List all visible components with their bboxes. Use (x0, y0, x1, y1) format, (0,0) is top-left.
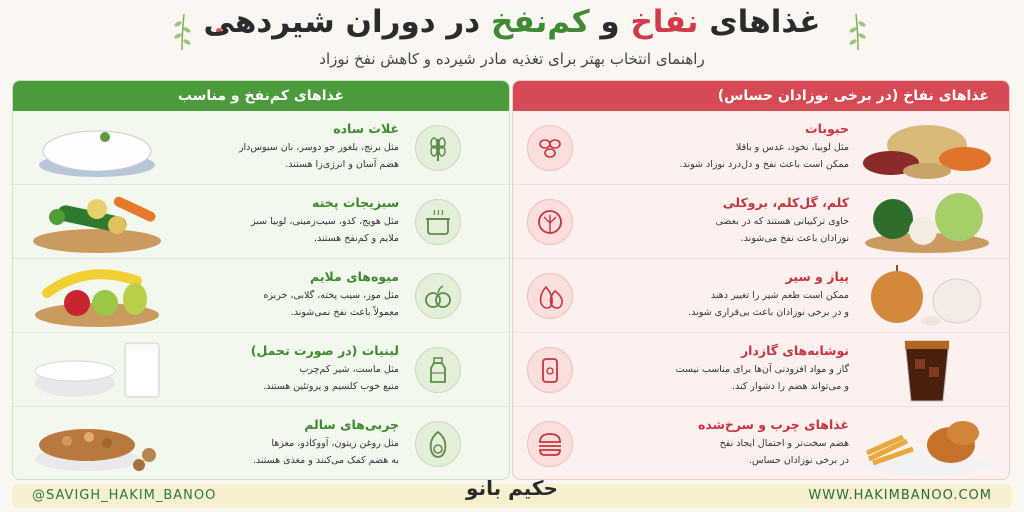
rice-bowl-image (27, 115, 167, 181)
item-name: کلم، گل‌کلم، بروکلی (722, 195, 849, 210)
item-name: سبزیجات پخته (312, 195, 399, 210)
list-item (13, 111, 510, 185)
item-desc-line2: و می‌تواند هضم را دشوار کند. (731, 381, 849, 392)
low-gas-foods-panel (12, 80, 510, 480)
list-item (513, 407, 1010, 480)
wheat-icon (415, 125, 461, 171)
item-desc-line2: و در برخی نوزادان باعث بی‌قراری شوند. (688, 307, 849, 318)
list-item (513, 185, 1010, 259)
list-item (13, 185, 510, 259)
fruit-bowl-image (27, 263, 167, 329)
soda-glass-image (857, 337, 997, 403)
item-desc-line1: مثل هویج، کدو، سیب‌زمینی، لوبیا سبز (251, 216, 399, 227)
item-desc-line1: حاوی ترکیباتی هستند که در بعضی (715, 216, 849, 227)
list-item (13, 333, 510, 407)
item-name: میوه‌های ملایم (310, 269, 399, 284)
item-desc-line2: ممکن است باعث نفخ و دل‌درد نوزاد شوند. (679, 159, 849, 170)
item-name: پیاز و سیر (785, 269, 849, 284)
item-desc-line1: هضم سخت‌تر و احتمال ایجاد نفخ (719, 438, 849, 449)
item-desc-line1: مثل لوبیا، نخود، عدس و باقلا (735, 142, 849, 153)
item-desc-line1: گاز و مواد افزودنی آن‌ها برای مناسب نیست (675, 364, 849, 375)
item-desc-line1: ممکن است طعم شیر را تغییر دهند (710, 290, 849, 301)
cabbage-icon (527, 199, 573, 245)
logo-text: حکیم بانو (466, 476, 558, 500)
gassy-foods-panel (512, 80, 1010, 480)
item-name: لبنیات (در صورت تحمل) (250, 343, 399, 358)
burger-icon (527, 421, 573, 467)
fried-food-image (857, 411, 997, 477)
yogurt-and-milk-image (27, 337, 167, 403)
item-desc-line2: در برخی نوزادان حساس. (748, 455, 849, 466)
beans-icon (527, 125, 573, 171)
item-desc-line2: به هضم کمک می‌کنند و مغذی هستند. (252, 455, 399, 466)
item-name: چربی‌های سالم (304, 417, 399, 432)
brand-logo (462, 470, 562, 510)
pot-icon (415, 199, 461, 245)
item-desc-line1: مثل موز، سیب پخته، گلابی، خربزه (263, 290, 399, 301)
fruit-icon (415, 273, 461, 319)
cooked-vegetables-image (27, 189, 167, 255)
item-desc-line2: معمولاً باعث نفخ نمی‌شوند. (290, 307, 399, 318)
nuts-bowl-image (27, 411, 167, 477)
item-desc-line1: مثل ماست، شیر کم‌چرب (299, 364, 399, 375)
list-item (13, 259, 510, 333)
list-item (513, 333, 1010, 407)
gassy-panel-heading: غذاهای نفاخ (در برخی نوزادان حساس) (513, 81, 1009, 111)
item-name: نوشابه‌های گازدار (740, 343, 849, 358)
item-name: حبوبات (805, 121, 849, 136)
soda-can-icon (527, 347, 573, 393)
item-name: غذاهای چرب و سرخ‌شده (697, 417, 849, 432)
low-gas-panel-heading: غذاهای کم‌نفخ و مناسب (13, 81, 509, 111)
avocado-icon (415, 421, 461, 467)
onion-garlic-image (857, 263, 997, 329)
item-desc-line2: منبع خوب کلسیم و پروتئین هستند. (263, 381, 399, 392)
item-desc-line1: مثل برنج، بلغور جو دوسر، نان سبوس‌دار (238, 142, 399, 153)
legumes-image (857, 115, 997, 181)
item-name: غلات ساده (333, 121, 399, 136)
item-desc-line2: ملایم و کم‌نفخ هستند. (313, 233, 399, 244)
item-desc-line2: نوزادان باعث نفخ می‌شوند. (740, 233, 849, 244)
item-desc-line1: مثل روغن زیتون، آووکادو، مغزها (271, 438, 399, 449)
social-handle[interactable]: @SAVIGH_HAKIM_BANOO (32, 488, 217, 503)
list-item (513, 111, 1010, 185)
list-item (513, 259, 1010, 333)
garlic-icon (527, 273, 573, 319)
item-desc-line2: هضم آسان و انرژی‌زا هستند. (285, 159, 399, 170)
page-subtitle: راهنمای انتخاب بهتر برای تغذیه مادر شیرده و کاهش نفخ نوزاد (319, 50, 705, 68)
website-link[interactable]: WWW.HAKIMBANOO.COM (808, 488, 992, 503)
page-title: غذاهای نفاخ و کم‌نفخ در دوران شیردهی (203, 4, 821, 40)
list-item (13, 407, 510, 480)
milk-bottle-icon (415, 347, 461, 393)
cabbage-broccoli-image (857, 189, 997, 255)
